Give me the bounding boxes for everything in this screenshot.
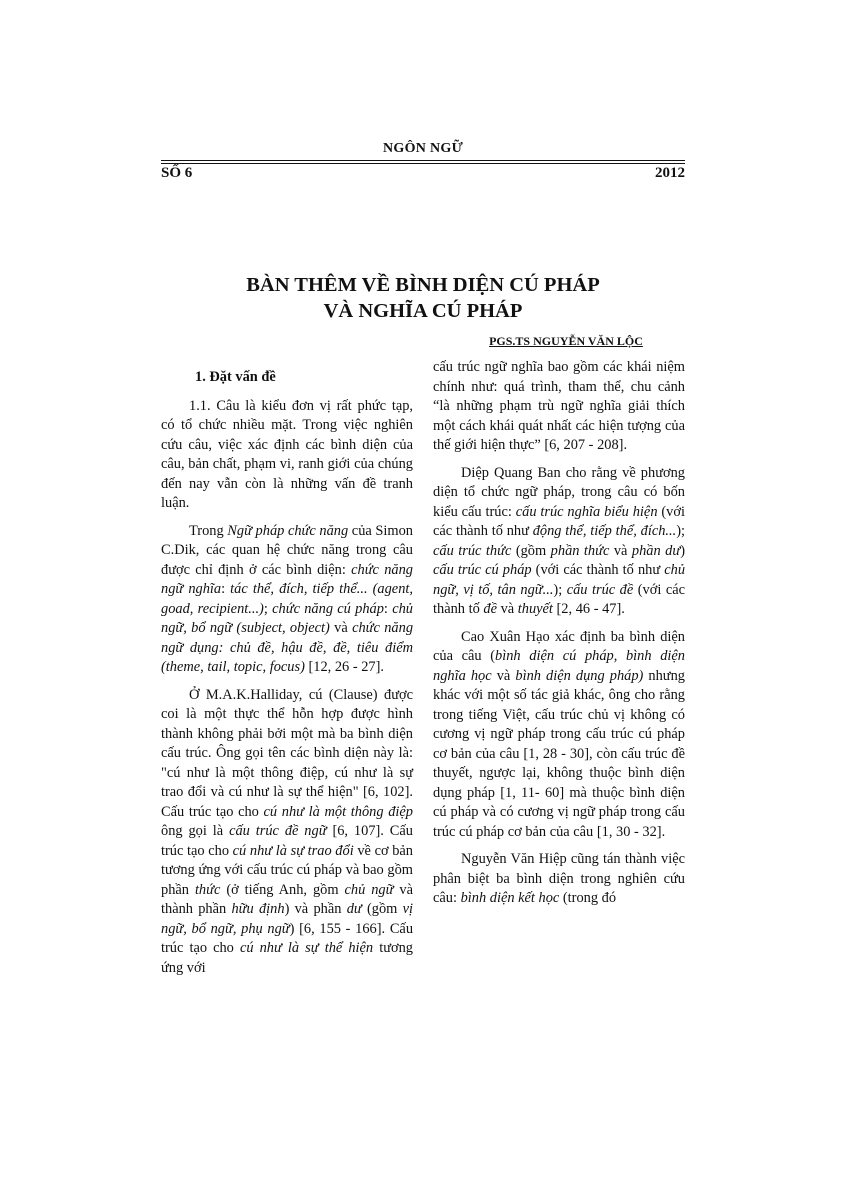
right-column (433, 358, 685, 917)
italic-span: chủ ngữ, vị tố, tân ngữ... (433, 562, 686, 598)
article-title (0, 272, 846, 324)
italic-span: cấu trúc đề ngữ (229, 823, 327, 839)
paragraph: 1.1. Câu là kiểu đơn vị rất phức tạp, có tổ chức nhiều mặt. Trong việc nghiên cứu câu, việc xác định các bình diện của câu, bản chất, phạm vi, ranh giới của chúng đến nay vẫn còn là những vấn đề tranh luận. (161, 397, 413, 511)
italic-span: cú như là sự trao đổi (232, 842, 354, 859)
italic-span: bình diện cú pháp, bình diện nghĩa học (433, 648, 685, 684)
italic-span: cấu trúc nghĩa biểu hiện (515, 503, 658, 520)
header-rule-bottom (161, 163, 685, 164)
italic-span: động thể, tiếp thể, đích... (532, 523, 677, 539)
section-heading: 1. Đặt vấn đề (195, 369, 276, 385)
italic-span: phần thức (550, 542, 610, 559)
italic-span: chức năng ngữ dụng: chủ đề, hậu đề, đề, tiêu điểm (theme, tail, topic, focus) (161, 620, 414, 675)
italic-span: bình diện dụng pháp) (515, 667, 644, 684)
italic-span: phần dư (631, 542, 681, 559)
issue-year: 2012 (655, 165, 685, 181)
paragraph: Ở M.A.K.Halliday, cú (Clause) được coi là một thực thể hỗn hợp được hình thành không phải bởi một mà ba bình diện cấu trúc. Ông gọi tên các bình diện này là: "cú như là một thông điệp, cú như là sự trao đổi và cú như là sự thể hiện" [6, 102]. Cấu trúc tạo cho cú như là một thông điệp ông gọi là cấu trúc đề ngữ [6, 107]. Cấu trúc tạo cho cú như là sự trao đổi về cơ bản tương ứng với cấu trúc cú pháp và bao gồm phần thức (ở tiếng Anh, gồm chủ ngữ và thành phần hữu định) và phần dư (gồm vị ngữ, bổ ngữ, phụ ngữ) [6, 155 - 166]. Cấu trúc tạo cho cú như là sự thể hiện tương ứng với (161, 686, 414, 976)
italic-span: vị ngữ, bổ ngữ, phụ ngữ (161, 901, 414, 937)
italic-span: thức (194, 881, 221, 898)
paragraph: Trong Ngữ pháp chức năng của Simon C.Dik, các quan hệ chức năng trong câu được chỉ định ở các bình diện: chức năng ngữ nghĩa: tác thể, đích, tiếp thể... (agent, goad, recipient...); chức năng cú pháp: chủ ngữ, bổ ngữ (subject, object) và chức năng ngữ dụng: chủ đề, hậu đề, đề, tiêu điểm (theme, tail, topic, focus) [12, 26 - 27]. (161, 522, 414, 675)
italic-span: chức năng cú pháp (272, 600, 384, 617)
italic-span: cú như là sự thể hiện (239, 940, 374, 956)
author: PGS.TS NGUYỄN VĂN LỘC (489, 334, 643, 348)
italic-span: thuyết (517, 601, 553, 617)
issue-number: SỐ 6 (161, 165, 193, 181)
italic-span: dư (346, 901, 362, 917)
title-line-2: VÀ NGHĨA CÚ PHÁP (323, 300, 523, 322)
paragraph: Diệp Quang Ban cho rằng về phương diện tổ chức ngữ pháp, trong câu có bốn kiểu cấu trúc: cấu trúc nghĩa biểu hiện (với các thành tố như động thể, tiếp thể, đích...); cấu trúc thức (gồm phần thức và phần dư) cấu trúc cú pháp (với các thành tố như chủ ngữ, vị tố, tân ngữ...); cấu trúc đề (với các thành tố đề và thuyết [2, 46 - 47]. (433, 464, 686, 617)
italic-span: cú như là một thông điệp (263, 803, 413, 820)
italic-span: bình diện kết học (460, 890, 560, 906)
left-column (161, 368, 413, 986)
italic-span: cấu trúc đề (566, 581, 634, 598)
title-line-1: BÀN THÊM VỀ BÌNH DIỆN CÚ PHÁP (246, 274, 600, 296)
italic-span: hữu định (231, 901, 285, 917)
paragraph: Nguyễn Văn Hiệp cũng tán thành việc phân biệt ba bình diện trong nghiên cứu câu: bình diện kết học (trong đó (433, 851, 685, 906)
italic-span: chủ ngữ, bổ ngữ (subject, object) (161, 600, 413, 636)
header-rule-top (161, 160, 685, 161)
italic-span: chức năng ngữ nghĩa (161, 561, 413, 597)
italic-span: tác thể, đích, tiếp thể... (agent, goad, recipient...) (161, 581, 413, 617)
italic-span: chủ ngữ (344, 881, 394, 898)
paragraph: cấu trúc ngữ nghĩa bao gồm các khái niệm chính như: quá trình, tham thể, chu cảnh “là những phạm trù ngữ nghĩa giải thích một cách khái quát nhất các hiện tượng của thế giới hiện thực” [6, 207 - 208]. (433, 359, 685, 453)
journal-name: NGÔN NGỮ (382, 141, 464, 156)
paragraph: Cao Xuân Hạo xác định ba bình diện của câu (bình diện cú pháp, bình diện nghĩa học và bình diện dụng pháp) nhưng khác với một số tác giả khác, ông cho rằng trong tiếng Việt, cấu trúc chủ vị không có cương vị ngữ pháp trong cấu trúc cú pháp cơ bản của câu [1, 28 - 30], còn cấu trúc đề thuyết, ngược lại, không thuộc bình diện dụng pháp [1, 11- 60] mà thuộc bình diện cú pháp và có cương vị ngữ pháp trong cấu trúc cú pháp cơ bản của câu [1, 30 - 32]. (433, 628, 686, 840)
italic-span: đề (483, 601, 497, 617)
italic-span: cấu trúc cú pháp (433, 562, 532, 578)
italic-span: cấu trúc thức (433, 542, 512, 559)
italic-span: Ngữ pháp chức năng (227, 522, 349, 539)
